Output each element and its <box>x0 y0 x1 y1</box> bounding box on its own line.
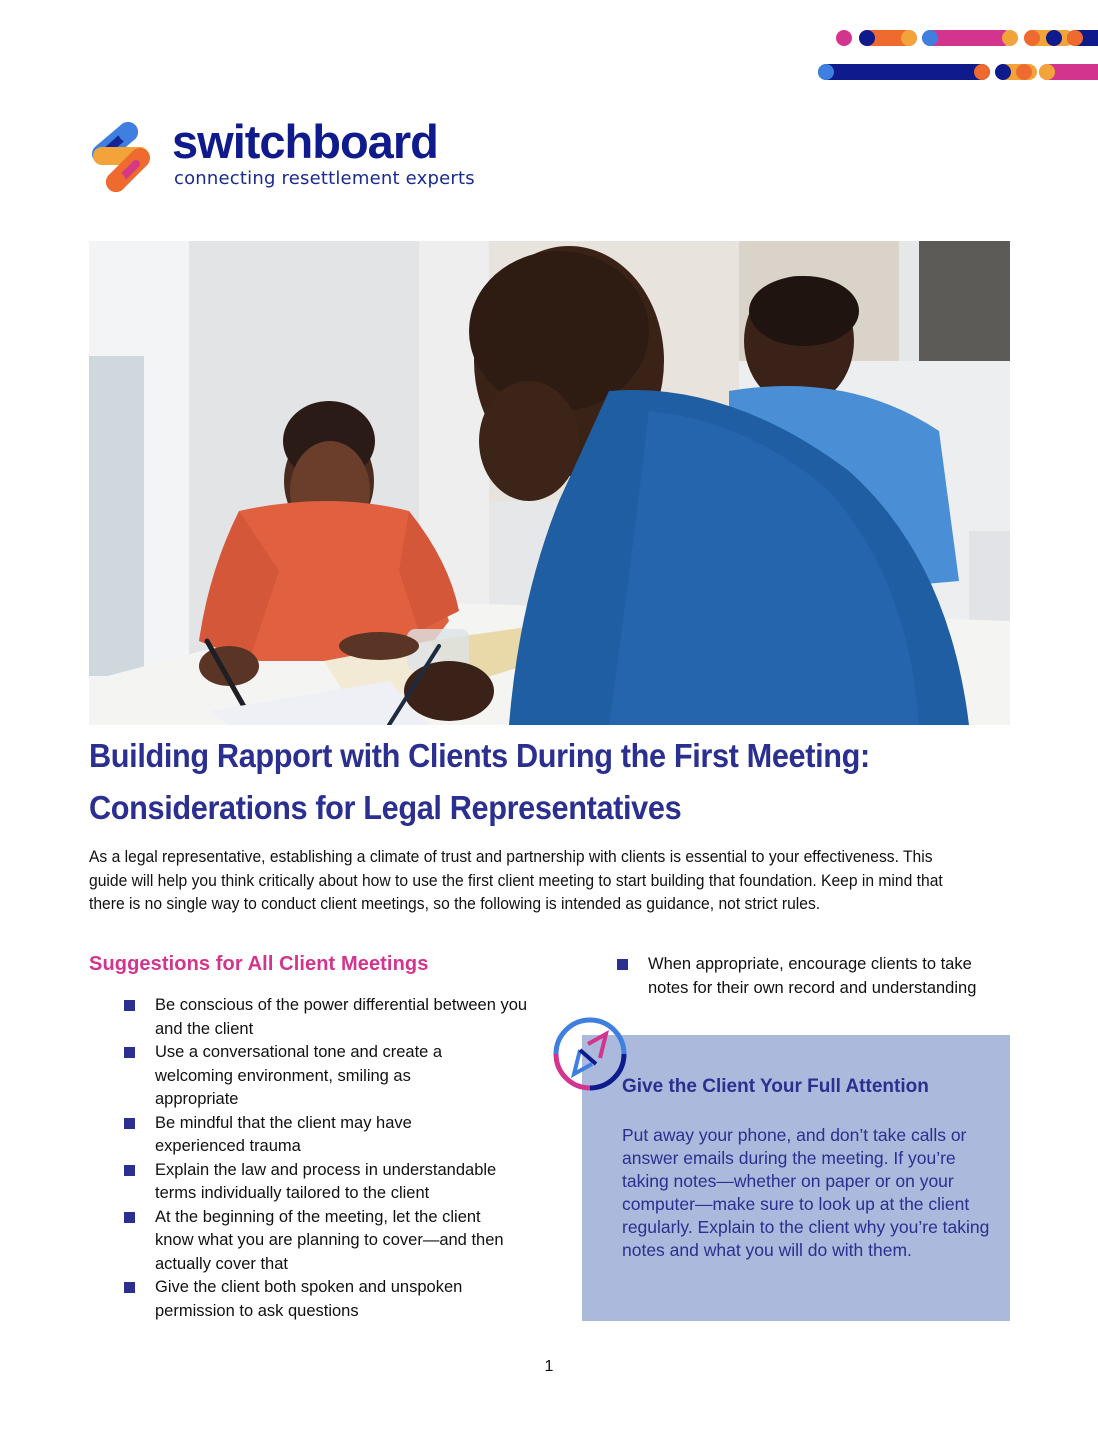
list-item-text: Give the client both spoken and unspoken permission to ask questions <box>155 1278 463 1320</box>
list-item <box>617 953 1017 1000</box>
list-item-text: Be mindful that the client may have experienced trauma <box>155 1113 412 1155</box>
dot-bar-row-1 <box>0 30 1098 46</box>
list-item <box>124 1041 534 1112</box>
square-bullet-icon <box>124 1212 135 1223</box>
section-heading-suggestions: Suggestions for All Client Meetings <box>89 953 429 975</box>
square-bullet-icon <box>124 1165 135 1176</box>
list-item-text: Be conscious of the power differential between you and the client <box>155 996 528 1038</box>
square-bullet-icon <box>124 1282 135 1293</box>
hero-photo <box>89 241 1010 725</box>
list-item <box>124 994 534 1041</box>
switchboard-logo-mark-icon <box>88 118 156 196</box>
callout-title: Give the Client Your Full Attention <box>622 1076 929 1097</box>
list-item <box>124 1206 534 1277</box>
compass-icon <box>552 1016 628 1092</box>
list-item <box>124 1159 534 1206</box>
square-bullet-icon <box>124 1000 135 1011</box>
suggestions-list-left <box>124 994 534 1323</box>
square-bullet-icon <box>124 1047 135 1058</box>
list-item <box>124 1276 534 1323</box>
square-bullet-icon <box>124 1118 135 1129</box>
page-title-line-2: Considerations for Legal Representatives <box>89 789 682 826</box>
list-item-text: Use a conversational tone and create a welcoming environment, smiling as appropriate <box>155 1043 443 1108</box>
switchboard-logo <box>88 115 488 198</box>
list-item-text: At the beginning of the meeting, let the client know what you are planning to cover—and then actually cover that <box>155 1207 504 1273</box>
logo-wordmark: switchboard <box>172 115 438 168</box>
list-item-text: When appropriate, encourage clients to take notes for their own record and understanding <box>648 955 977 997</box>
page-title-line-1: Building Rapport with Clients During the First Meeting: <box>89 737 870 774</box>
dot-bar-row-2 <box>0 64 1098 80</box>
callout-body: Put away your phone, and don’t take calls or answer emails during the meeting. If you’re taking notes—whether on paper or on your computer—make sure to look up at the client regularly. Explain to the client why you’re taking notes and what you will do with them. <box>622 1125 990 1260</box>
suggestions-list-right <box>617 953 1017 1000</box>
square-bullet-icon <box>617 959 628 970</box>
page-number: 1 <box>544 1358 554 1375</box>
intro-paragraph: As a legal representative, establishing a climate of trust and partnership with clients is essential to your effectiveness. This guide will help you think critically about how to use the first client meeting to start building that foundation. Keep in mind that there is no single way to conduct client meetings, so the following is intended as guidance, not strict rules. <box>89 847 943 913</box>
decorative-dot-bars <box>0 0 1098 90</box>
list-item <box>124 1112 534 1159</box>
meeting-photo-illustration <box>89 241 1010 725</box>
logo-tagline: connecting resettlement experts <box>174 168 475 189</box>
list-item-text: Explain the law and process in understandable terms individually tailored to the client <box>155 1160 497 1202</box>
page-title <box>89 730 954 834</box>
